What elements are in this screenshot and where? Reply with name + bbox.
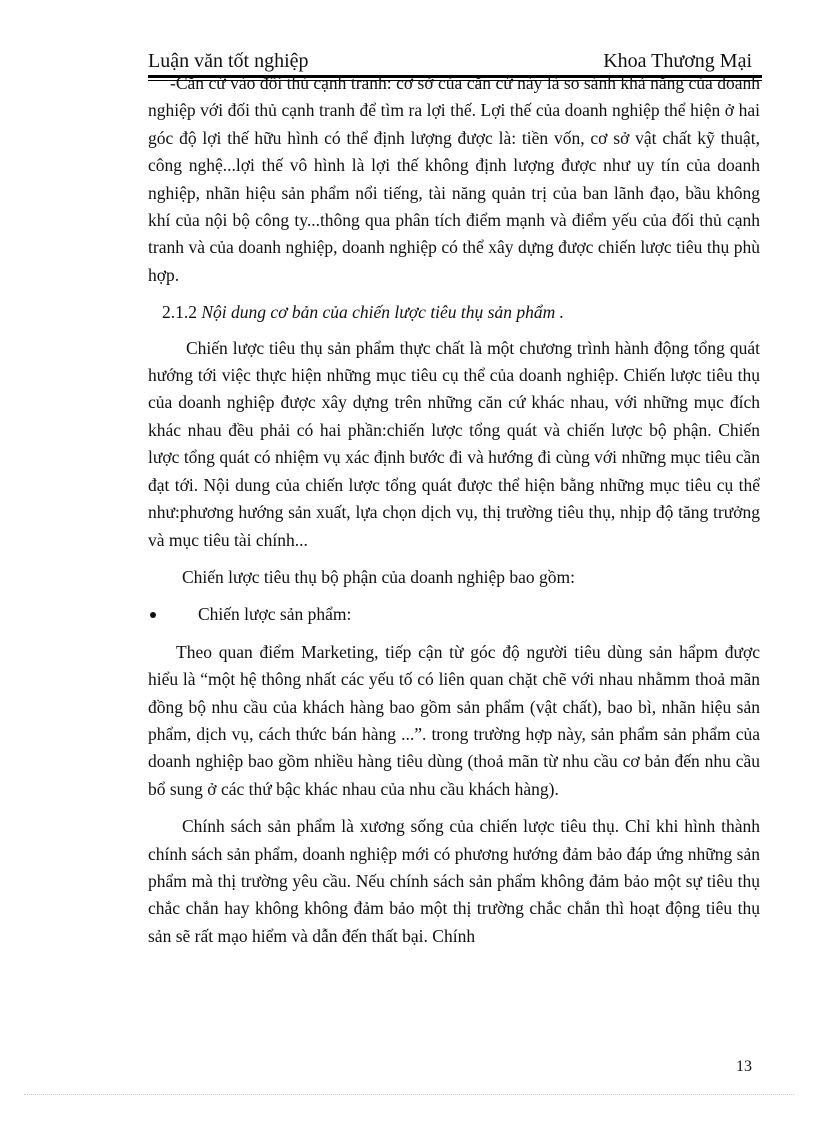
- bullet-item-product-strategy: [148, 601, 760, 628]
- section-title: Nội dung cơ bản của chiến lược tiêu thụ sản phẩm .: [201, 302, 564, 323]
- spacer: [148, 803, 760, 813]
- paragraph-competitor-basis: -Căn cứ vào đối thủ cạnh tranh: cơ sở của căn cứ này là so sánh khả năng của doanh nghiệp với đối thủ cạnh tranh để tìm ra lợi thế. Lợi thế của doanh nghiệp thể hiện ở hai góc độ lợi thế hữu hình có thể định lượng được là: tiền vốn, cơ sở vật chất kỹ thuật, công nghệ...lợi thế vô hình là lợi thế không định lượng được như uy tín của doanh nghiệp, nhãn hiệu sản phẩm nổi tiếng, tài năng quản trị của ban lãnh đạo, bầu không khí của nội bộ công ty...thông qua phân tích điểm mạnh và điểm yếu của đối thủ cạnh tranh và của doanh nghiệp, doanh nghiệp có thể xây dựng được chiến lược tiêu thụ phù hợp.: [148, 73, 760, 285]
- spacer: [148, 591, 760, 601]
- spacer: [148, 554, 760, 564]
- page-bottom-dotted-line: [24, 1094, 794, 1095]
- page-number: 13: [736, 1058, 752, 1075]
- paragraph-product-policy: Chính sách sản phẩm là xương sống của chiến lược tiêu thụ. Chỉ khi hình thành chính sách sản phẩm, doanh nghiệp mới có phương hướng đảm bảo đáp ứng những sản phẩm mà thị trường yêu cầu. Nếu chính sách sản phẩm không đảm bảo một sự tiêu thụ chắc chắn hay không không đảm bảo một thị trường chắc chắn thì hoạt động tiêu thụ sản sẽ rất mạo hiểm và dẫn đến thất bại. Chính: [148, 816, 760, 946]
- paragraph-components-intro: Chiến lược tiêu thụ bộ phận của doanh nghiệp bao gồm:: [182, 566, 575, 587]
- body-text: [148, 70, 760, 950]
- spacer: [148, 629, 760, 639]
- section-heading: [148, 299, 760, 326]
- paragraph-strategy-overview: Chiến lược tiêu thụ sản phẩm thực chất là một chương trình hành động tổng quát hướng tới việc thực hiện những mục tiêu cụ thể của doanh nghiệp. Chiến lược tiêu thụ của doanh nghiệp được xây dựng trên những căn cứ khác nhau, với những mục đích khác nhau đều phải có hai phần:chiến lược tổng quát và chiến lược bộ phận. Chiến lược tổng quát có nhiệm vụ xác định bước đi và hướng đi cùng với những mục tiêu cần đạt tới. Nội dung của chiến lược tổng quát được thể hiện bằng những mục tiêu cụ thể như:phương hướng sản xuất, lựa chọn dịch vụ, thị trường tiêu thụ, nhịp độ tăng trưởng và mục tiêu tài chính...: [148, 337, 760, 550]
- spacer: [148, 327, 760, 335]
- bullet-icon: [150, 612, 156, 618]
- paragraph-marketing-definition: Theo quan điểm Marketing, tiếp cận từ góc độ người tiêu dùng sản hẩpm được hiểu là “một hệ thông nhất các yếu tố có liên quan chặt chẽ với nhau nhằmm thoả mãn đồng bộ nhu cầu của khách hàng bao gồm sản phẩm (vật chất), bao bì, nhãn hiệu sản phẩm, dịch vụ, cách thức bán hàng ...”. trong trường hợp này, sản phẩm sản phẩm của doanh nghiệp bao gồm nhiều hàng tiêu dùng (thoả mãn từ nhu cầu cơ bản đến nhu cầu bổ sung ở các thứ bậc khác nhau của nhu cầu khách hàng).: [148, 641, 760, 799]
- header-thesis-title: Luận văn tốt nghiệp: [148, 50, 309, 72]
- bullet-label: Chiến lược sản phẩm:: [198, 604, 352, 625]
- header-faculty-name: Khoa Thương Mại: [603, 50, 752, 72]
- section-number: 2.1.2: [162, 302, 202, 323]
